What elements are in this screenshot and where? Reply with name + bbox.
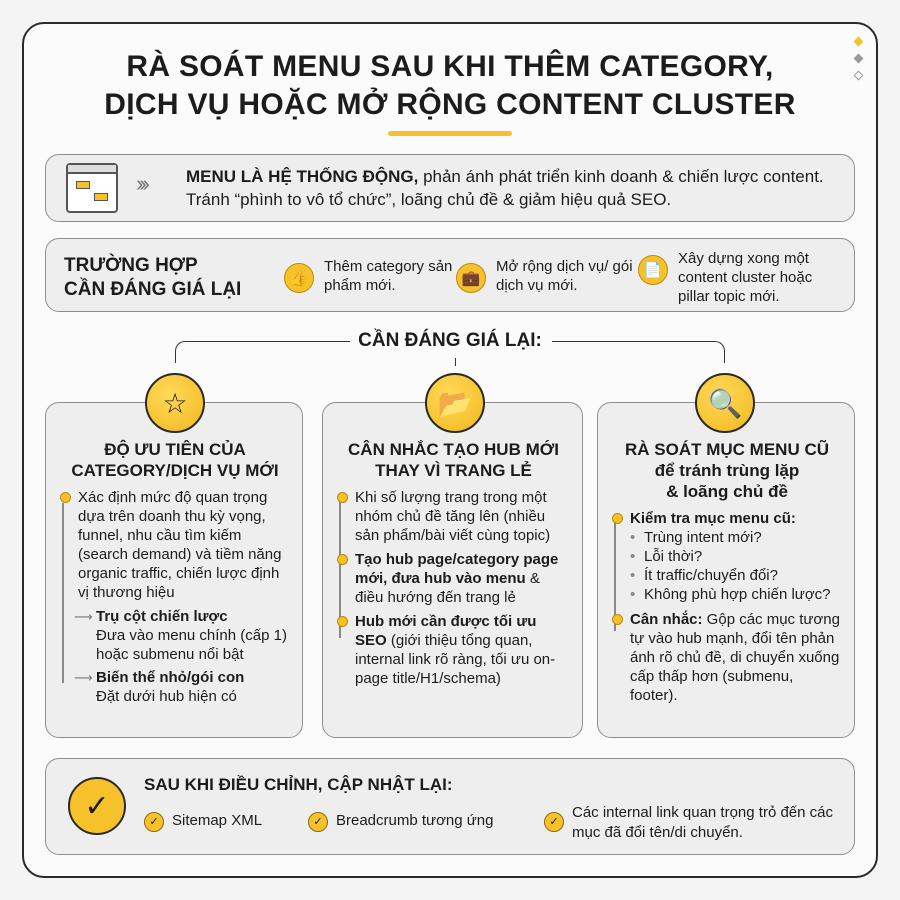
update-label: Các internal link quan trọng trỏ đến các mục đã đổi tên/di chuyển. bbox=[572, 804, 833, 841]
case-item bbox=[638, 249, 843, 306]
sitemap-window-icon bbox=[66, 163, 118, 213]
update-item bbox=[144, 811, 262, 832]
column-bullet bbox=[335, 488, 572, 545]
check-item: • Không phù hợp chiến lược? bbox=[610, 585, 844, 604]
intro-body: phản ánh phát triển kinh doanh & chiến lược content. Tránh “phình to vô tổ chức”, loãng chủ đề & giảm hiệu quả SEO. bbox=[186, 167, 824, 209]
thumbs-up-icon: 👍 bbox=[284, 263, 314, 293]
priority-column bbox=[45, 402, 303, 738]
bullet-text: & điều hướng đến trang lẻ bbox=[355, 570, 540, 606]
branch-title: Biến thể nhỏ/gói con bbox=[96, 669, 245, 686]
branch-text: Đặt dưới hub hiện có bbox=[96, 688, 237, 705]
magnifier-icon: 🔍 bbox=[695, 373, 755, 433]
column-title: ĐỘ ƯU TIÊN CỦA CATEGORY/DỊCH VỤ MỚI bbox=[71, 440, 279, 480]
update-item bbox=[308, 811, 494, 832]
branch-text: Đưa vào menu chính (cấp 1) hoặc submenu nổi bật bbox=[96, 627, 287, 663]
chevrons-right-icon: ››› bbox=[136, 171, 146, 196]
title-underline bbox=[388, 131, 512, 136]
cases-heading-2: CẦN ĐÁNG GIÁ LẠI bbox=[64, 279, 242, 300]
column-title: CÂN NHẮC TẠO HUB MỚI THAY VÌ TRANG LẺ bbox=[348, 440, 559, 480]
update-item bbox=[544, 803, 844, 843]
case-item bbox=[284, 257, 454, 295]
intro-panel bbox=[45, 154, 855, 222]
check-circle-icon: ✓ bbox=[68, 777, 126, 835]
hub-column bbox=[322, 402, 583, 738]
check-item: • Lỗi thời? bbox=[610, 547, 844, 566]
cases-heading-1: TRƯỜNG HỢP bbox=[64, 255, 198, 276]
column-title-line: để tránh trùng lặp bbox=[654, 461, 800, 480]
check-item: • Trùng intent mới? bbox=[610, 528, 844, 547]
bullet-text: Khi số lượng trang trong một nhóm chủ đề tăng lên (nhiều sản phẩm/bài viết cùng topic) bbox=[355, 489, 551, 544]
update-heading: SAU KHI ĐIỀU CHỈNH, CẬP NHẬT LẠI: bbox=[144, 775, 453, 794]
check-icon: ✓ bbox=[144, 812, 164, 832]
document-click-icon: 📄 bbox=[638, 255, 668, 285]
folder-icon: 📂 bbox=[425, 373, 485, 433]
arrow-left bbox=[175, 341, 350, 363]
column-bullet bbox=[335, 550, 572, 607]
intro-text bbox=[186, 165, 846, 211]
case-item bbox=[456, 257, 636, 295]
arrow-right bbox=[552, 341, 725, 363]
bullet-bold: Cân nhắc: bbox=[630, 611, 703, 628]
check-icon: ✓ bbox=[308, 812, 328, 832]
arrow-center bbox=[455, 358, 456, 366]
column-title-line: & loãng chủ đề bbox=[666, 482, 788, 501]
page-title bbox=[40, 48, 860, 124]
bullet-bold: Tạo hub page/category page mới, đưa hub vào menu bbox=[355, 551, 559, 587]
check-item: • Ít traffic/chuyển đổi? bbox=[610, 566, 844, 585]
section-subheading: CẦN ĐÁNG GIÁ LẠI: bbox=[358, 330, 542, 351]
star-icon: ☆ bbox=[145, 373, 205, 433]
case-label: Mở rộng dịch vụ/ gói dịch vụ mới. bbox=[496, 258, 633, 294]
check-icon: ✓ bbox=[544, 812, 564, 832]
review-column bbox=[597, 402, 855, 738]
title-line-2: DỊCH VỤ HOẶC MỞ RỘNG CONTENT CLUSTER bbox=[104, 88, 796, 121]
branch-item bbox=[58, 607, 292, 664]
cases-panel bbox=[45, 238, 855, 312]
column-bullet: Xác định mức độ quan trọng dựa trên doanh thu kỳ vọng, funnel, nhu cầu tìm kiếm (search demand) và tiềm năng organic traffic, chiến lược định vị thương hiệu bbox=[58, 488, 292, 602]
briefcase-icon: 💼 bbox=[456, 263, 486, 293]
intro-bold: MENU LÀ HỆ THỐNG ĐỘNG, bbox=[186, 167, 419, 186]
branch-title: Trụ cột chiến lược bbox=[96, 608, 228, 625]
case-label: Thêm category sản phẩm mới. bbox=[324, 258, 453, 294]
column-title-bold: RÀ SOÁT MỤC MENU CŨ bbox=[625, 440, 829, 459]
cases-heading bbox=[64, 254, 241, 302]
update-panel bbox=[45, 758, 855, 855]
case-label: Xây dựng xong một content cluster hoặc pillar topic mới. bbox=[678, 250, 813, 305]
bullet-bold: Hub mới cần được tối ưu SEO bbox=[355, 613, 537, 649]
column-bullet bbox=[610, 509, 844, 528]
column-bullet bbox=[335, 612, 572, 688]
bullet-text: (giới thiệu tổng quan, internal link rõ ràng, tối ưu on-page title/H1/schema) bbox=[355, 632, 556, 687]
update-label: Sitemap XML bbox=[172, 812, 263, 829]
column-title bbox=[610, 439, 844, 502]
column-bullet bbox=[610, 610, 844, 705]
branch-item bbox=[58, 668, 292, 706]
check-label: Kiểm tra mục menu cũ: bbox=[630, 510, 796, 527]
title-line-1: RÀ SOÁT MENU SAU KHI THÊM CATEGORY, bbox=[126, 50, 774, 83]
update-label: Breadcrumb tương ứng bbox=[336, 812, 494, 829]
bullet-text: Gộp các mục tương tự vào hub mạnh, đổi tên phản ánh rõ chủ đề, di chuyển xuống cấp thấp hơn (submenu, footer). bbox=[630, 611, 840, 704]
